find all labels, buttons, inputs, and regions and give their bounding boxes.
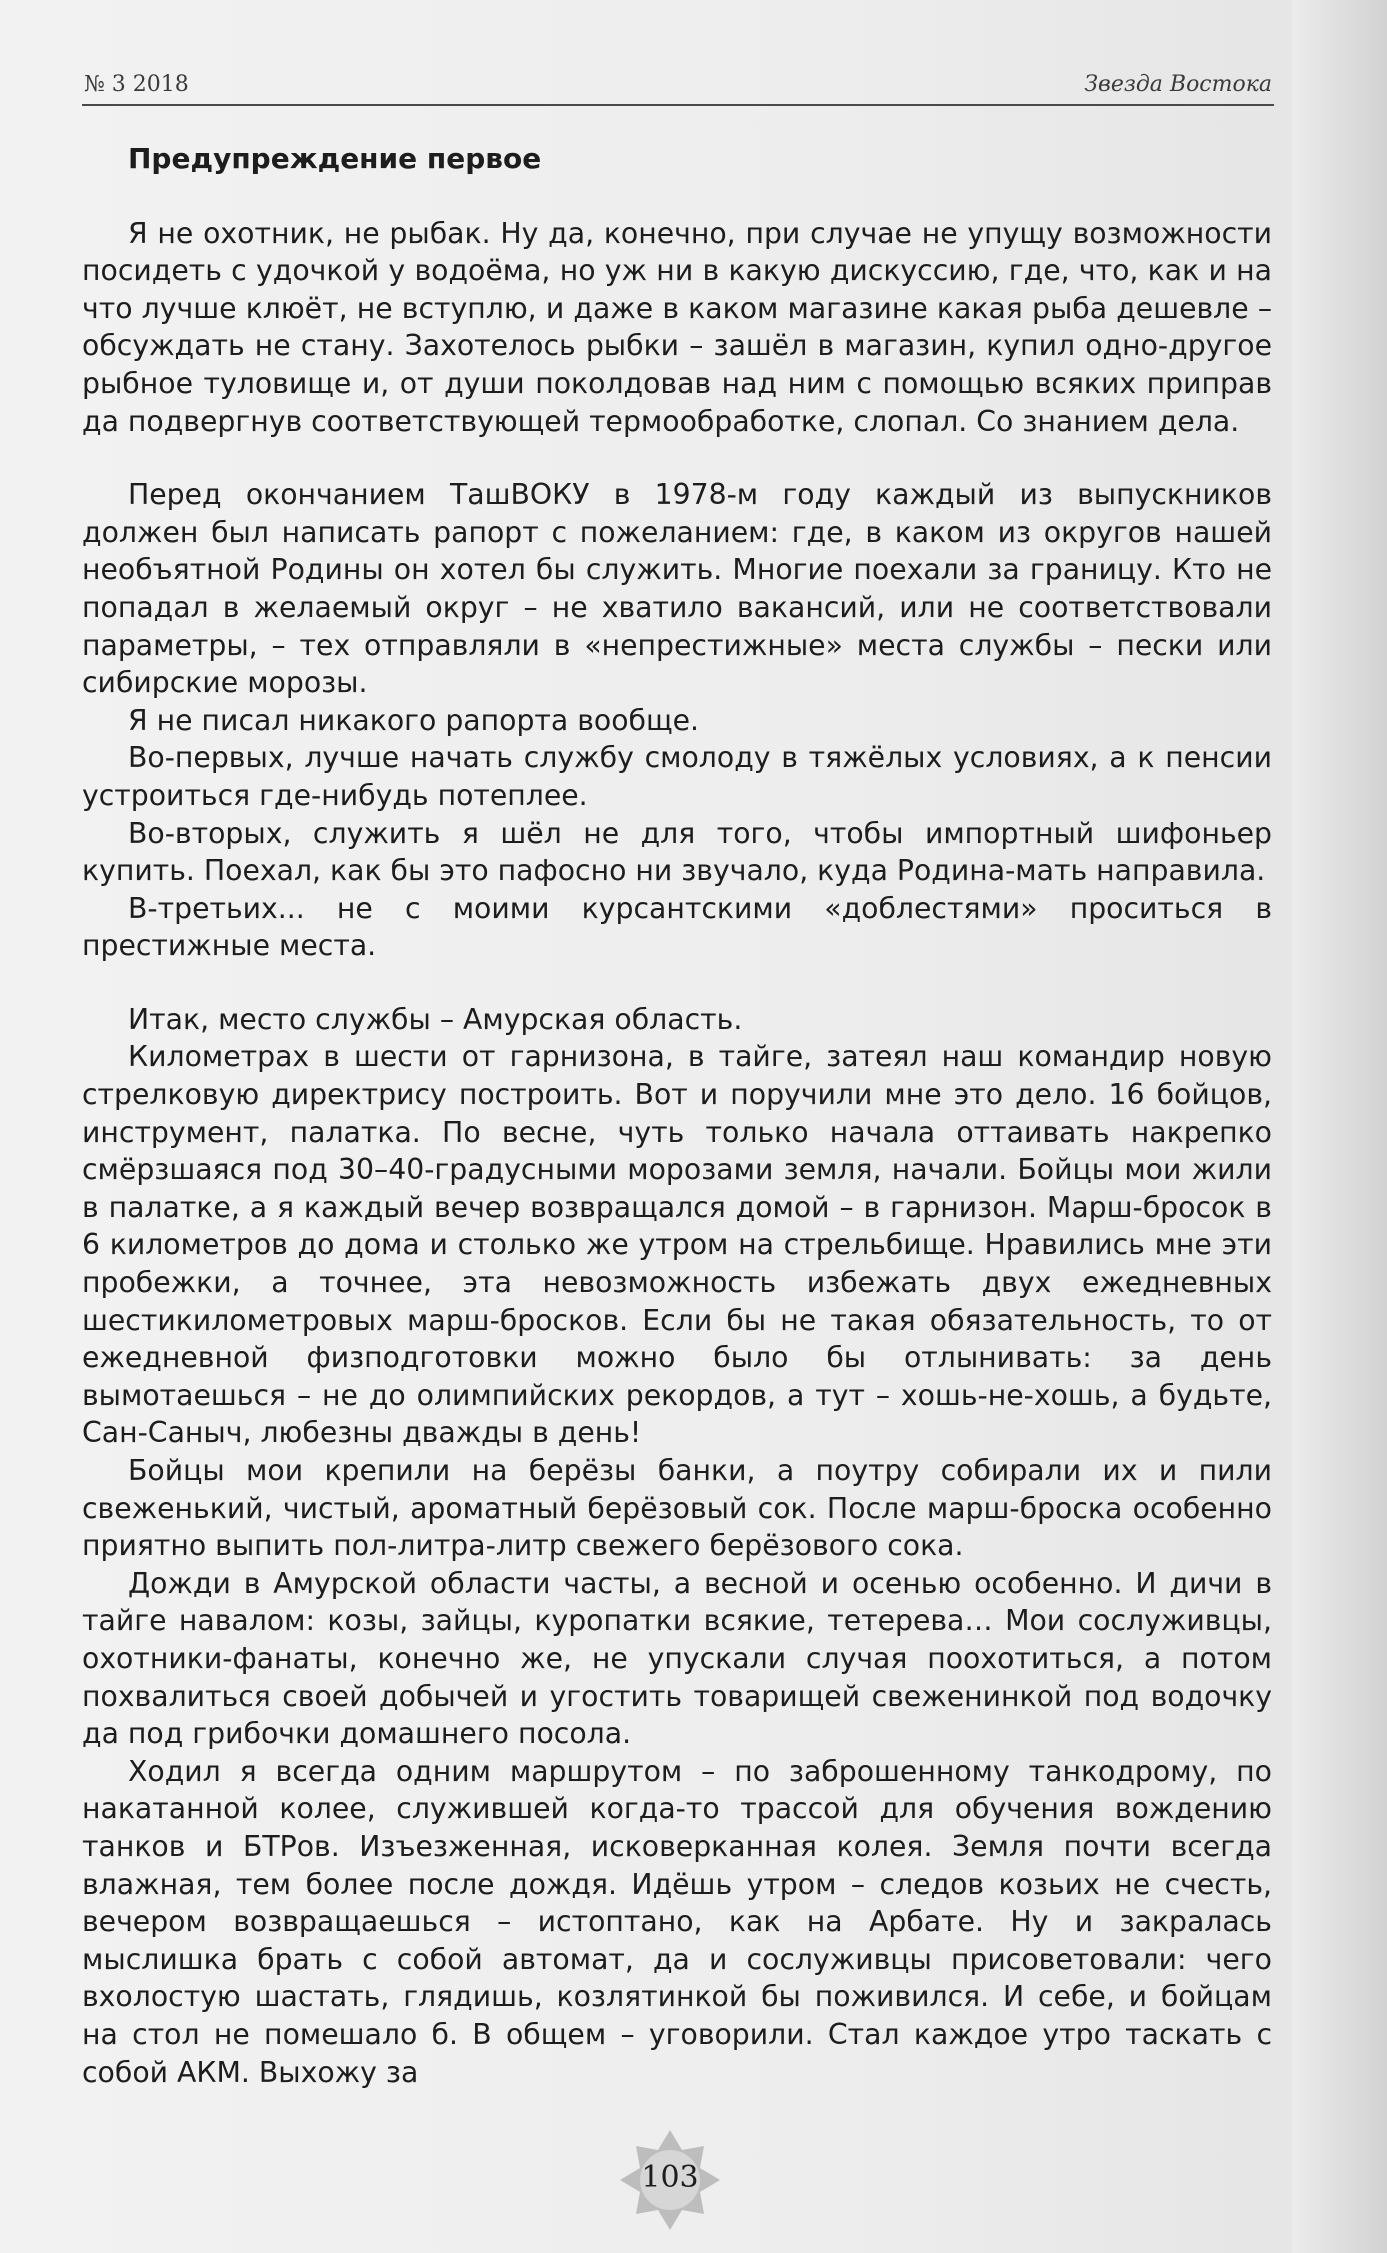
paragraph: Во-первых, лучше начать службу смолоду в тяжёлых условиях, а к пенсии устроиться где-нибудь потеплее. [82,741,1272,812]
paragraph: Перед окончанием ТашВОКУ в 1978-м году каждый из выпускников должен был написать рапорт с пожеланием: где, в каком из округов нашей необъятной Родины он хотел бы служить. Многие поехали за границу. Кто не попадал в желаемый округ – не хватило вакансий, или не соответствовали параметры, – тех отправляли в «непрестижные» места службы – пески или сибирские морозы. [82,478,1272,700]
running-head [84,72,1272,106]
paragraph: Километрах в шести от гарнизона, в тайге, затеял наш командир новую стрелковую директрису построить. Вот и поручили мне это дело. 16 бойцов, инструмент, палатка. По весне, чуть только начала оттаивать накрепко смёрзшаяся под 30–40-градусными морозами земля, начали. Бойцы мои жили в палатке, а я каждый вечер возвращался домой – в гарнизон. Марш-бросок в 6 километров до дома и столько же утром на стрельбище. Нравились мне эти пробежки, а точнее, эта невозможность избежать двух ежедневных шестикилометровых марш-бросков. Если бы не такая обязательность, то от ежедневной физподготовки можно было бы отлынивать: за день вымотаешься – не до олимпийских рекордов, а тут – хошь-не-хошь, а будьте, Сан-Саныч, любезны дважды в день! [82,1040,1272,1450]
paragraph: Бойцы мои крепили на берёзы банки, а поутру собирали их и пили свеженький, чистый, ароматный берёзовый сок. После марш-броска особенно приятно выпить пол-литра-литр свежего берёзового сока. [82,1454,1272,1563]
paragraph: Я не писал никакого рапорта вообще. [128,703,700,737]
header-rule [82,104,1274,106]
article-body [82,140,1272,2091]
paragraph: Дожди в Амурской области часты, а весной и осенью особенно. И дичи в тайге навалом: козы, зайцы, куропатки всякие, тетерева… Мои сослуживцы, охотники-фанаты, конечно же, не упускали случая поохотиться, а потом похвалиться своей добычей и угостить товарищей свеженинкой под водочку да под грибочки домашнего посола. [82,1566,1272,1751]
journal-title: Звезда Востока [1084,72,1272,97]
paragraph: Ходил я всегда одним маршрутом – по заброшенному танкодрому, по накатанной колее, служившей когда-то трассой для обучения вождению танков и БТРов. Изъезженная, исковерканная колея. Земля почти всегда влажная, тем более после дождя. Идёшь утром – следов козьих не счесть, вечером возвращаешься – истоптано, как на Арбате. Ну и закралась мыслишка брать с собой автомат, да и сослуживцы присоветовали: чего вхолостую шастать, глядишь, козлятинкой бы поживился. И себе, и бойцам на стол не помешало б. В общем – уговорили. Стал каждое утро таскать с собой АКМ. Выхожу за [82,1754,1272,2089]
issue-number: № 3 2018 [84,72,189,97]
next-page-edge [1292,0,1387,2253]
page-number-badge [618,2128,722,2232]
paragraph: В-третьих... не с моими курсантскими «доблестями» проситься в престижные места. [82,891,1272,963]
page-number: 103 [641,2160,699,2195]
section-heading: Предупреждение первое [128,142,542,175]
paragraph: Итак, место службы – Амурская область. [128,1002,743,1036]
paragraph: Я не охотник, не рыбак. Ну да, конечно, при случае не упущу возможности посидеть с удочкой у водоёма, но уж ни в какую дискуссию, где, что, как и на что лучше клюёт, не вступлю, и даже в каком магазине какая рыба дешевле – обсуждать не стану. Захотелось рыбки – зашёл в магазин, купил одно-другое рыбное туловище и, от души поколдовав над ним с помощью всяких приправ да подвергнув соответствующей термообработке, слопал. Со знанием дела. [82,216,1272,438]
paragraph: Во-вторых, служить я шёл не для того, чтобы импортный шифоньер купить. Поехал, как бы это пафосно ни звучало, куда Родина-мать направила. [82,816,1272,888]
